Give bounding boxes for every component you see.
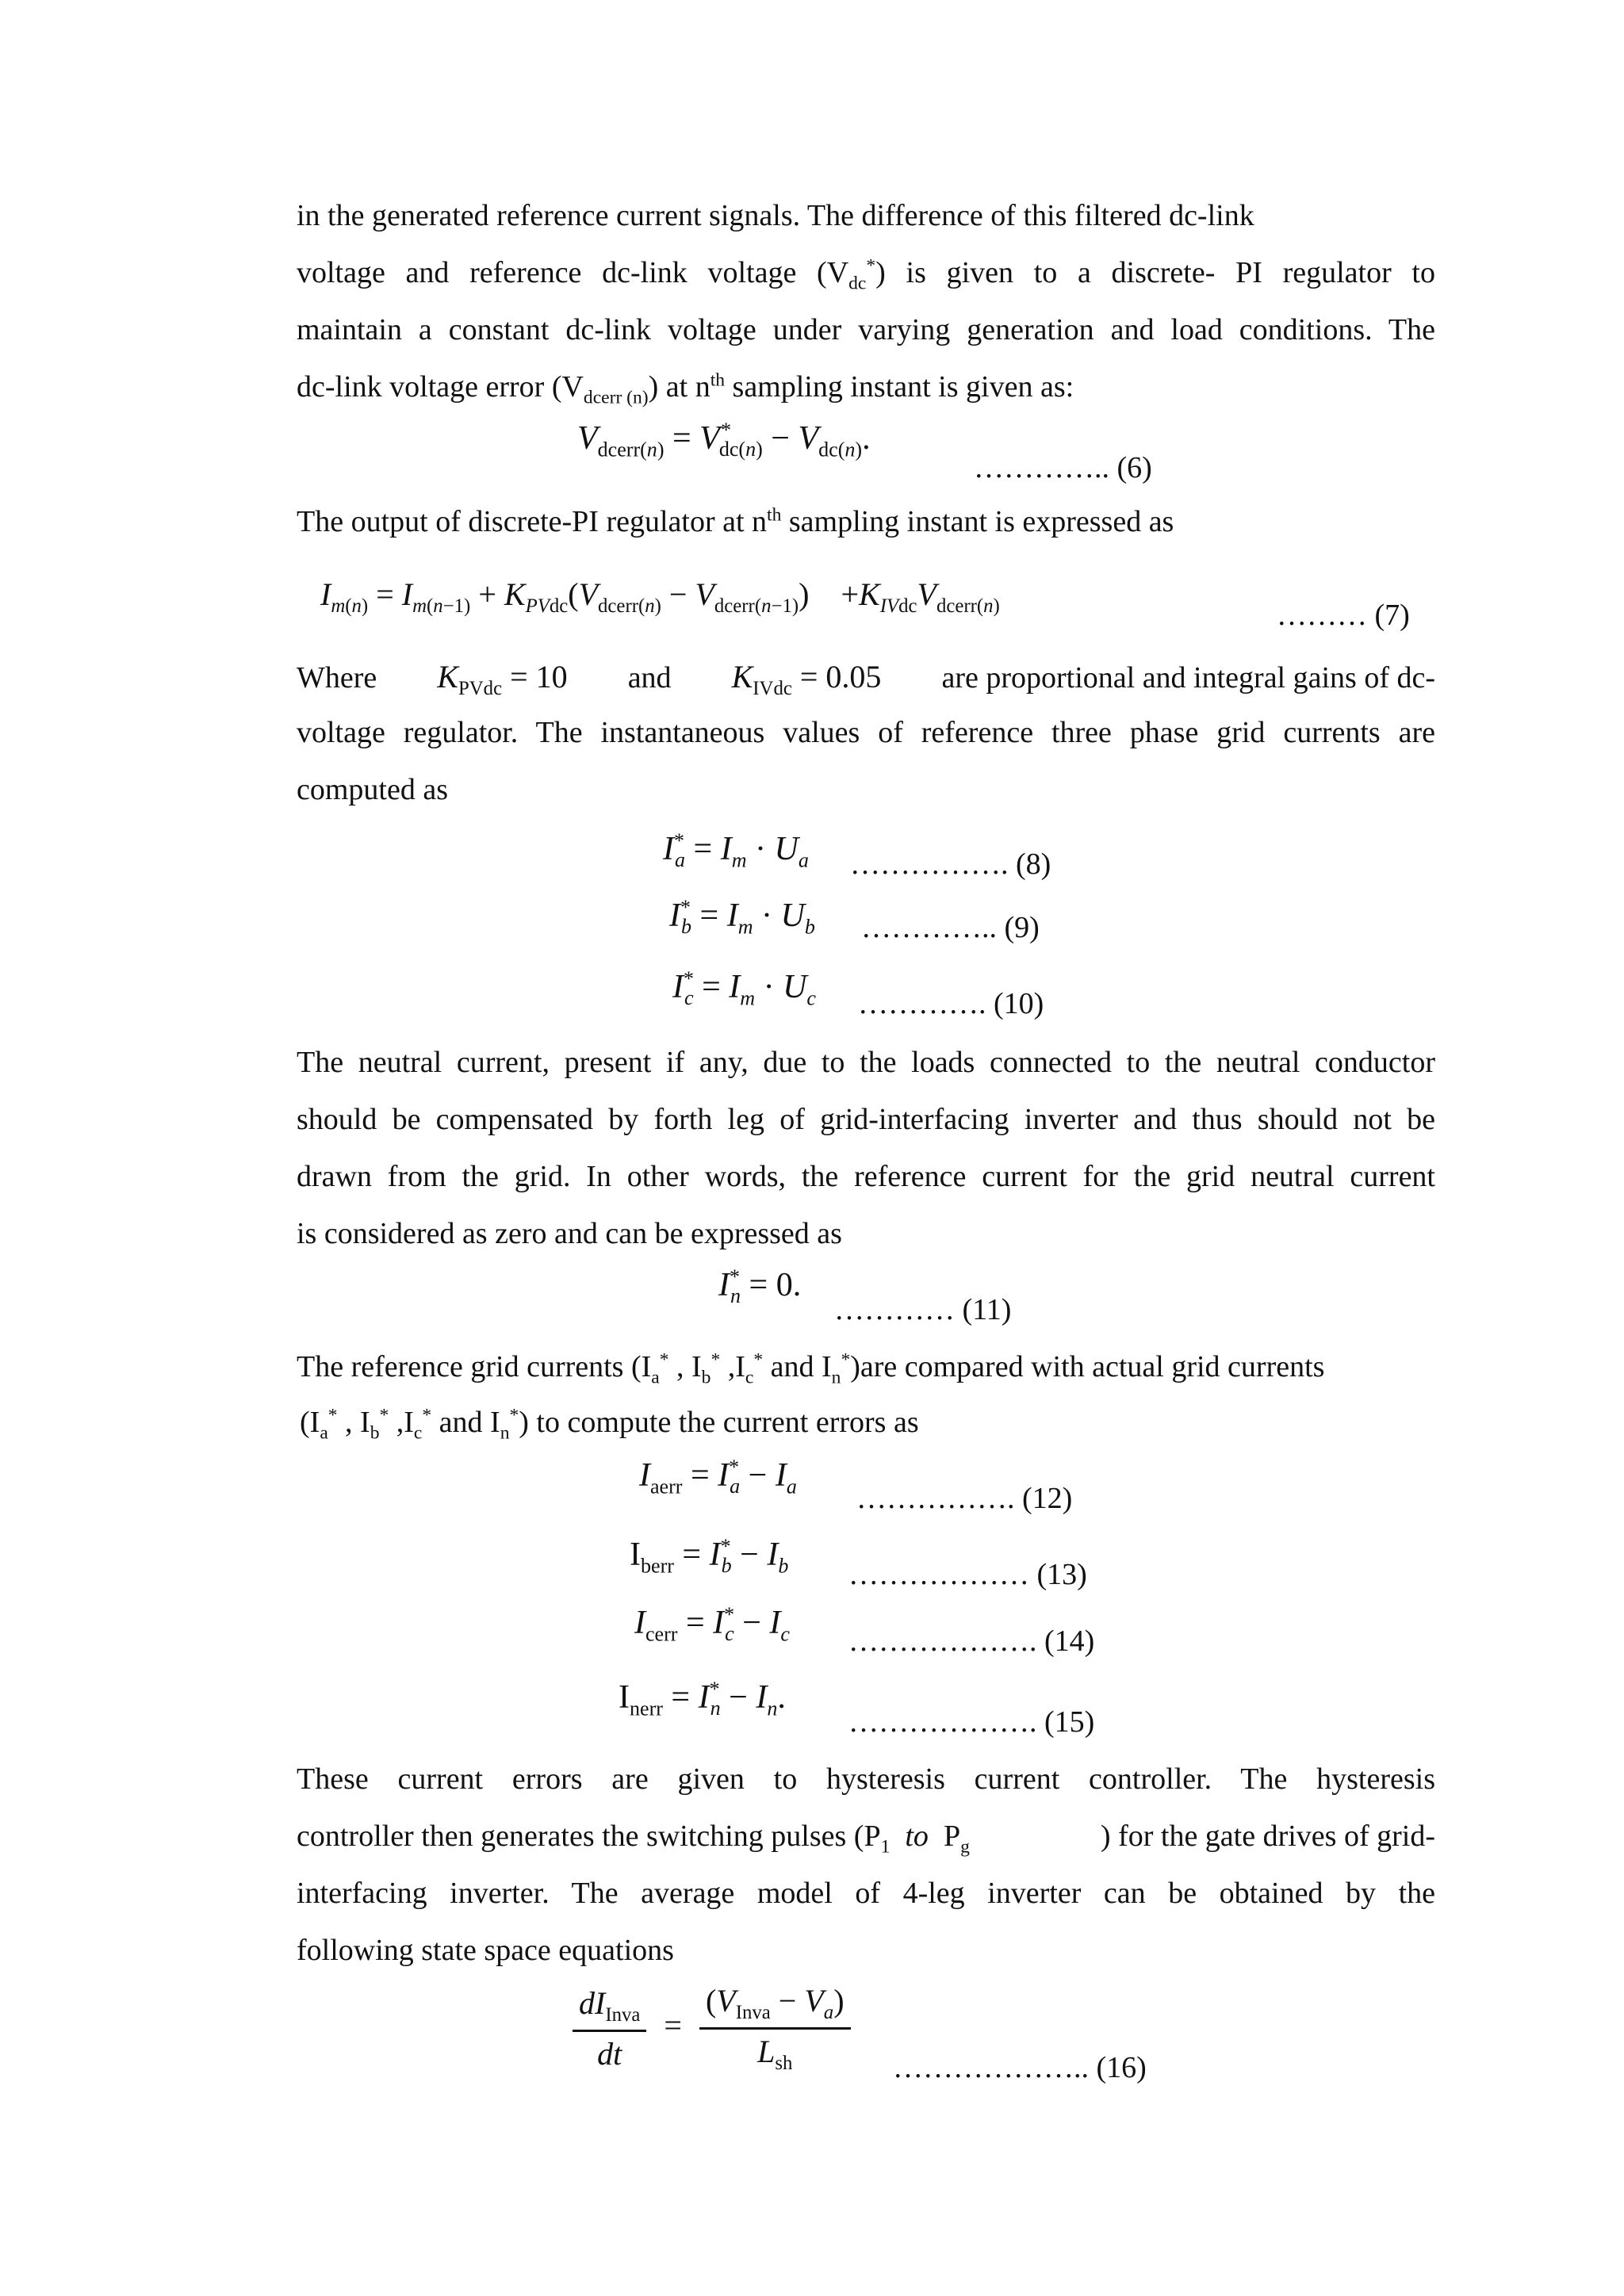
text: are compared with actual grid currents	[860, 1350, 1325, 1383]
text: ) at n	[648, 370, 710, 404]
equation-number-13: ……………… (13)	[848, 1558, 1087, 1591]
equation-number-11: ………… (11)	[834, 1293, 1012, 1326]
text: interfacing inverter. The average model of 4-leg inverter can be obtained by the	[297, 1877, 1435, 1910]
para1-line4	[297, 369, 1435, 409]
equation-number-12: ……………. (12)	[856, 1482, 1073, 1515]
text: following state space equations	[297, 1934, 674, 1967]
text: Where	[297, 661, 377, 695]
para3-line2	[297, 715, 1435, 750]
kpv-symbol: $K_{PVdc} = 10$	[437, 659, 568, 699]
para4-line4	[297, 1216, 1435, 1251]
para3-line1	[297, 658, 1435, 700]
text: sampling instant is expressed as	[781, 505, 1174, 538]
text: sampling instant is given as:	[725, 370, 1074, 404]
text: computed as	[297, 773, 449, 806]
text: ) for the gate drives of grid-	[1100, 1820, 1435, 1853]
text: These current errors are given to hysteresis current controller. The hysteresis	[297, 1762, 1435, 1796]
equation-9: $I^*_b = I_m \cdot U_b$	[669, 896, 815, 939]
text: The output of discrete-PI regulator at n	[297, 505, 768, 538]
text: and	[627, 661, 672, 695]
text: should be compensated by forth leg of grid-interfacing inverter and thus should not be	[297, 1103, 1435, 1136]
equation-number-8: ……………. (8)	[850, 848, 1051, 881]
equation-number-15: ………………. (15)	[848, 1705, 1095, 1739]
equation-number-10: …………. (10)	[858, 987, 1044, 1020]
equation-12: $I_{aerr} = I^*_a - I_a$	[639, 1456, 797, 1498]
subscript: 1	[880, 1836, 891, 1858]
equation-6: $V_{dcerr(n)} = V^*_{dc(n)} - V_{dc(n)}$.	[577, 419, 871, 461]
equation-11: $I^*_n = 0$.	[718, 1265, 802, 1308]
text: voltage regulator. The instantaneous values of reference three phase grid currents are	[297, 716, 1435, 749]
text: The neutral current, present if any, due to the loads connected to the neutral conductor	[297, 1046, 1435, 1079]
equation-13: $I_{berr} = I^*_b - I_b$	[630, 1535, 789, 1578]
text: is considered as zero and can be expressed as	[297, 1217, 842, 1250]
para4-line2	[297, 1102, 1435, 1137]
para6-line4	[297, 1933, 1435, 1968]
text: P	[943, 1820, 961, 1853]
text: in the generated reference current signals. The difference of this filtered dc-link	[297, 199, 1254, 232]
equation-number-9: ………….. (9)	[861, 911, 1040, 944]
para6-line3	[297, 1876, 1435, 1911]
para1-line2	[297, 255, 1435, 295]
kiv-value: 0.05	[825, 659, 882, 695]
equation-number-16: ……………….. (16)	[893, 2051, 1147, 2084]
para4-line1	[297, 1045, 1435, 1080]
superscript: th	[710, 369, 726, 391]
equation-14: $I_{cerr} = I^*_c - I_c$	[634, 1603, 790, 1646]
text: controller then generates the switching pulses (P	[297, 1820, 881, 1853]
equation-7: $I_{m(n)} = I_{m(n-1)} + K_{PVdc}(V_{dcerr(n)} - V_{dcerr(n-1)})$ $+K_{IVdc}V_{dcerr(n)}$	[320, 576, 1000, 617]
kpv-value: 10	[535, 659, 568, 695]
para6-line1	[297, 1762, 1435, 1797]
para3-line3	[297, 772, 1435, 807]
superscript: *	[866, 255, 876, 277]
text: ) is given to a discrete- PI regulator to	[875, 256, 1435, 289]
equation-8: $I^*_a = I_m \cdot U_a$	[663, 829, 809, 872]
text: to compute the current errors as	[536, 1406, 919, 1439]
para4-line3	[297, 1159, 1435, 1194]
subscript: dc	[848, 273, 867, 294]
superscript: th	[767, 504, 782, 526]
text: maintain a constant dc-link voltage under varying generation and load conditions. The	[297, 313, 1435, 346]
text: The reference grid currents (I	[297, 1350, 652, 1383]
text: voltage and reference dc-link voltage (V	[297, 256, 849, 289]
para5-line1: The reference grid currents ($I_a^*$ , $I_b^*$ $,I_c^*$ and $I_n^*)are$ compared with actual grid currents	[297, 1349, 1325, 1388]
subscript: dcerr (n)	[583, 387, 649, 408]
text: drawn from the grid. In other words, the reference current for the grid neutral current	[297, 1160, 1435, 1193]
equation-10: $I^*_c = I_m \cdot U_c$	[672, 967, 816, 1010]
subscript: g	[960, 1836, 970, 1858]
para1-line1	[297, 198, 1435, 233]
para5-line2: ($I_a^*$ , $I_b^*$ $,I_c^*$ and $I_n^*$) to compute the current errors as	[300, 1405, 919, 1444]
para2-line	[297, 504, 1435, 539]
equation-16: $\frac{dI_{Inva}}{dt}$ = $\frac{(V_{Inva} - V_a)}{L_{sh}}$	[573, 1982, 851, 2075]
text: to	[905, 1820, 929, 1853]
para6-line2	[297, 1819, 1435, 1858]
text: are proportional and integral gains of dc-	[941, 661, 1435, 695]
equation-number-14: ………………. (14)	[848, 1624, 1095, 1658]
kiv-symbol: $K_{IVdc} = 0.05$	[731, 659, 882, 699]
para1-line3	[297, 312, 1435, 347]
equation-number-6: ………….. (6)	[974, 451, 1152, 484]
equation-15: $I_{nerr} = I^*_n - I_n$.	[619, 1678, 786, 1720]
text: dc-link voltage error (V	[297, 370, 584, 404]
equation-number-7: ……… (7)	[1277, 599, 1410, 632]
